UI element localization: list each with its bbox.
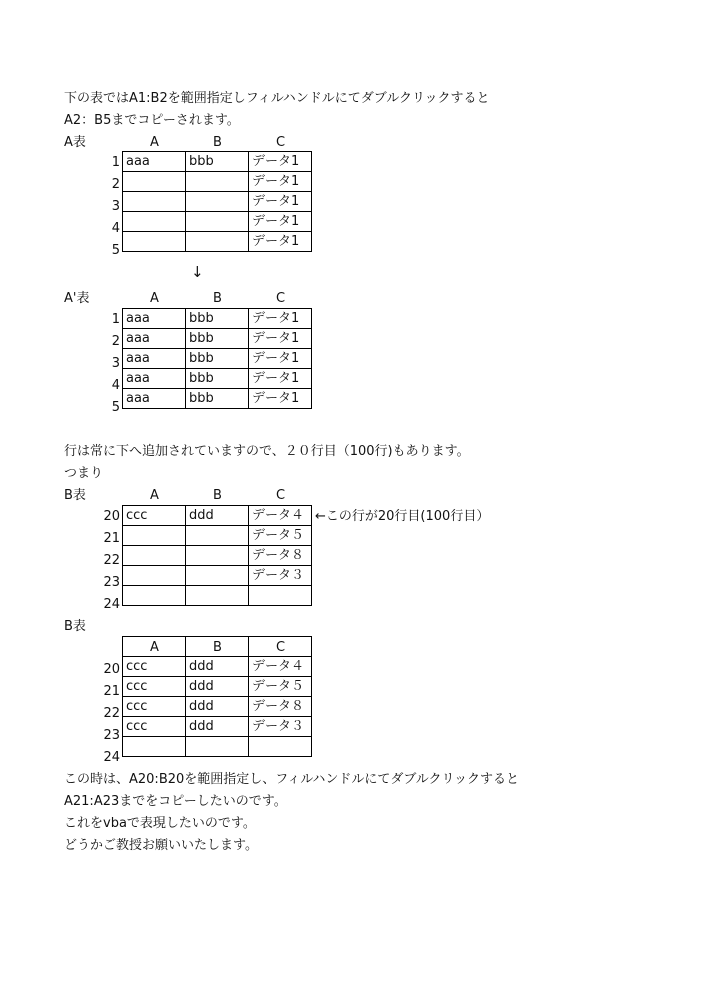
table-a2-rownum-1: 1 bbox=[111, 312, 120, 327]
table-cell[interactable]: データ1 bbox=[249, 329, 312, 349]
table-cell[interactable]: データ1 bbox=[249, 212, 312, 232]
table-cell[interactable]: ccc bbox=[123, 677, 186, 697]
table-a2-rownum-2: 2 bbox=[111, 334, 120, 349]
table-cell[interactable]: bbb bbox=[186, 349, 249, 369]
middle-line-1: 行は常に下へ追加されていますので、２０行目（100行)もあります。 bbox=[64, 444, 470, 459]
table-b2-grid bbox=[122, 636, 312, 757]
table-row bbox=[123, 586, 312, 606]
table-row bbox=[123, 677, 312, 697]
table-a-rownum-2: 2 bbox=[111, 177, 120, 192]
table-cell[interactable] bbox=[123, 212, 186, 232]
table-cell[interactable]: ddd bbox=[186, 697, 249, 717]
table-a-rownum-4: 4 bbox=[111, 221, 120, 236]
table-row bbox=[123, 566, 312, 586]
intro-line-2: A2：B5までコピーされます。 bbox=[64, 113, 240, 128]
table-b2-rownum-20: 20 bbox=[103, 662, 120, 677]
table-a-rownum-5: 5 bbox=[111, 243, 120, 258]
table-a2-rownum-5: 5 bbox=[111, 400, 120, 415]
table-cell[interactable]: aaa bbox=[123, 152, 186, 172]
outro-line-3: これをvbaで表現したいのです。 bbox=[64, 816, 256, 831]
table-cell[interactable] bbox=[123, 546, 186, 566]
table-b-header-a: A bbox=[150, 488, 159, 503]
table-cell[interactable] bbox=[186, 737, 249, 757]
table-cell[interactable]: ddd bbox=[186, 657, 249, 677]
table-cell[interactable]: aaa bbox=[123, 329, 186, 349]
table-header-cell bbox=[123, 637, 186, 657]
table-cell[interactable]: データ８ bbox=[249, 546, 312, 566]
table-cell[interactable]: aaa bbox=[123, 349, 186, 369]
table-cell[interactable]: データ８ bbox=[249, 697, 312, 717]
table-b2-rownum-23: 23 bbox=[103, 728, 120, 743]
table-cell[interactable]: データ1 bbox=[249, 152, 312, 172]
table-b-header-b: B bbox=[213, 488, 222, 503]
table-b2-label: B表 bbox=[64, 619, 86, 634]
table-row bbox=[123, 349, 312, 369]
table-row bbox=[123, 212, 312, 232]
table-row bbox=[123, 526, 312, 546]
middle-line-2: つまり bbox=[64, 466, 104, 481]
table-cell[interactable]: bbb bbox=[186, 369, 249, 389]
table-a-rownum-3: 3 bbox=[111, 199, 120, 214]
table-cell[interactable]: ccc bbox=[123, 717, 186, 737]
intro-line-1: 下の表ではA1:B2を範囲指定しフィルハンドルにてダブルクリックすると bbox=[64, 91, 490, 106]
table-cell[interactable]: ddd bbox=[186, 717, 249, 737]
table-cell[interactable] bbox=[186, 212, 249, 232]
table-b-rownum-20: 20 bbox=[103, 509, 120, 524]
table-cell[interactable] bbox=[249, 737, 312, 757]
table-b2-rownum-22: 22 bbox=[103, 706, 120, 721]
table-b2-rownum-21: 21 bbox=[103, 684, 120, 699]
table-b-header-c: C bbox=[275, 488, 286, 503]
table-row bbox=[123, 329, 312, 349]
table-cell[interactable] bbox=[186, 586, 249, 606]
table-cell[interactable] bbox=[123, 737, 186, 757]
table-cell[interactable]: bbb bbox=[186, 152, 249, 172]
table-cell[interactable] bbox=[123, 172, 186, 192]
table-b-rownum-21: 21 bbox=[103, 531, 120, 546]
table-header-cell bbox=[186, 637, 249, 657]
table-cell[interactable]: データ1 bbox=[249, 349, 312, 369]
table-cell[interactable] bbox=[123, 526, 186, 546]
table-row bbox=[123, 506, 312, 526]
table-cell[interactable] bbox=[186, 172, 249, 192]
table-b-row-note: ←この行が20行目(100行目） bbox=[315, 509, 490, 524]
table-row bbox=[123, 697, 312, 717]
table-cell[interactable]: データ1 bbox=[249, 172, 312, 192]
table-cell[interactable]: データ1 bbox=[249, 192, 312, 212]
table-b2-rownum-24: 24 bbox=[103, 750, 120, 765]
table-row bbox=[123, 657, 312, 677]
table-cell[interactable] bbox=[186, 232, 249, 252]
table-cell[interactable] bbox=[123, 586, 186, 606]
table-cell[interactable] bbox=[186, 526, 249, 546]
table-cell[interactable] bbox=[249, 586, 312, 606]
table-b-grid bbox=[122, 505, 312, 606]
table-cell[interactable]: bbb bbox=[186, 309, 249, 329]
table-b-rownum-23: 23 bbox=[103, 575, 120, 590]
table-row bbox=[123, 309, 312, 329]
table-cell[interactable]: bbb bbox=[186, 389, 249, 409]
table-header-cell bbox=[249, 637, 312, 657]
table-b-label: B表 bbox=[64, 488, 86, 503]
table-cell[interactable]: データ４ bbox=[249, 657, 312, 677]
table-a2-rownum-4: 4 bbox=[111, 378, 120, 393]
outro-line-1: この時は、A20:B20を範囲指定し、フィルハンドルにてダブルクリックすると bbox=[64, 772, 520, 787]
table-row bbox=[123, 232, 312, 252]
table-a-rownum-1: 1 bbox=[111, 155, 120, 170]
table-row bbox=[123, 737, 312, 757]
table-cell[interactable]: データ４ bbox=[249, 506, 312, 526]
table-row bbox=[123, 172, 312, 192]
table-a2-header-b: B bbox=[213, 291, 222, 306]
table-row bbox=[123, 717, 312, 737]
table-cell[interactable] bbox=[186, 546, 249, 566]
table-b2-header-a: A bbox=[150, 640, 159, 655]
table-cell[interactable]: データ1 bbox=[249, 309, 312, 329]
table-a2-grid bbox=[122, 308, 312, 409]
table-cell[interactable]: aaa bbox=[123, 369, 186, 389]
table-cell[interactable]: データ５ bbox=[249, 677, 312, 697]
table-cell[interactable]: データ３ bbox=[249, 566, 312, 586]
table-cell[interactable]: ddd bbox=[186, 677, 249, 697]
table-cell[interactable]: データ1 bbox=[249, 389, 312, 409]
table-a2-rownum-3: 3 bbox=[111, 356, 120, 371]
table-cell[interactable] bbox=[123, 232, 186, 252]
table-b-rownum-22: 22 bbox=[103, 553, 120, 568]
table-cell[interactable]: データ1 bbox=[249, 232, 312, 252]
table-b2-header-b: B bbox=[213, 640, 222, 655]
table-a2-label: A'表 bbox=[64, 291, 90, 306]
table-cell[interactable]: aaa bbox=[123, 309, 186, 329]
table-cell[interactable]: データ５ bbox=[249, 526, 312, 546]
down-arrow-icon: ↓ bbox=[191, 263, 204, 281]
table-cell[interactable]: データ1 bbox=[249, 369, 312, 389]
table-cell[interactable] bbox=[123, 192, 186, 212]
table-row bbox=[123, 152, 312, 172]
table-a2-header-c: C bbox=[275, 291, 286, 306]
table-cell[interactable] bbox=[186, 566, 249, 586]
table-row bbox=[123, 389, 312, 409]
table-cell[interactable]: ccc bbox=[123, 506, 186, 526]
table-cell[interactable]: データ３ bbox=[249, 717, 312, 737]
outro-line-4: どうかご教授お願いいたします。 bbox=[64, 838, 258, 853]
table-cell[interactable] bbox=[186, 192, 249, 212]
table-cell[interactable] bbox=[123, 566, 186, 586]
table-a-grid bbox=[122, 151, 312, 252]
table-a-label: A表 bbox=[64, 135, 86, 150]
table-b-rownum-24: 24 bbox=[103, 597, 120, 612]
table-row bbox=[123, 192, 312, 212]
table-b2-header-c: C bbox=[275, 640, 286, 655]
table-cell[interactable]: ddd bbox=[186, 506, 249, 526]
table-row bbox=[123, 369, 312, 389]
table-cell[interactable]: ccc bbox=[123, 657, 186, 677]
table-a-header-c: C bbox=[275, 135, 286, 150]
table-a-header-a: A bbox=[150, 135, 159, 150]
table-row bbox=[123, 546, 312, 566]
outro-line-2: A21:A23までをコピーしたいのです。 bbox=[64, 794, 287, 809]
table-cell[interactable]: aaa bbox=[123, 389, 186, 409]
table-cell[interactable]: bbb bbox=[186, 329, 249, 349]
table-cell[interactable]: ccc bbox=[123, 697, 186, 717]
table-a-header-b: B bbox=[213, 135, 222, 150]
table-a2-header-a: A bbox=[150, 291, 159, 306]
table-header-row bbox=[123, 637, 312, 657]
